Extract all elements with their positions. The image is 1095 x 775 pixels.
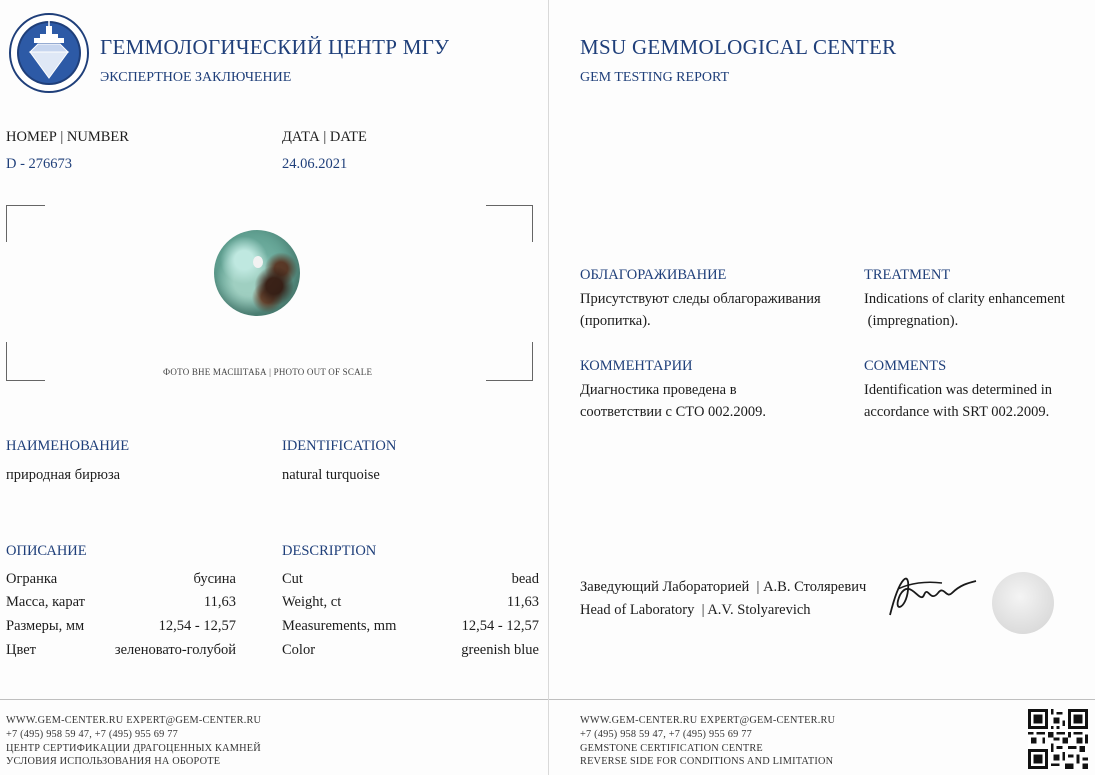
comments-text-ru-1: Диагностика проведена в — [580, 382, 737, 398]
treatment-text-en-1: Indications of clarity enhancement — [864, 291, 1065, 307]
turquoise-bead-photo — [214, 230, 300, 316]
handwritten-signature — [880, 565, 980, 627]
footer-centre-name: GEMSTONE CERTIFICATION CENTRE — [580, 742, 763, 754]
number-value: D - 276673 — [6, 156, 73, 172]
title-ru: ГЕММОЛОГИЧЕСКИЙ ЦЕНТР МГУ — [100, 35, 450, 59]
comments-label-ru: КОММЕНТАРИИ — [580, 358, 693, 374]
date-label: ДАТА | DATE — [282, 129, 367, 145]
row-key: Размеры, мм — [6, 618, 85, 634]
row-key: Color — [282, 642, 316, 658]
description-row-weight-ru — [6, 594, 236, 611]
description-row-cut-en — [282, 571, 539, 588]
row-value: зеленовато-голубой — [114, 642, 236, 658]
row-value: бусина — [193, 571, 236, 587]
footer-conditions: УСЛОВИЯ ИСПОЛЬЗОВАНИЯ НА ОБОРОТЕ — [6, 756, 221, 768]
identification-label-en: IDENTIFICATION — [282, 438, 397, 454]
comments-text-en-1: Identification was determined in — [864, 382, 1053, 398]
head-of-lab-ru: Заведующий Лабораторией | А.В. Столяревич — [580, 579, 867, 595]
footer-website: WWW.GEM-CENTER.RU EXPERT@GEM-CENTER.RU — [580, 715, 836, 726]
identification-value-en: natural turquoise — [282, 467, 380, 483]
frame-corner-tr — [486, 205, 533, 242]
identification-label-ru: НАИМЕНОВАНИЕ — [6, 438, 130, 454]
subtitle-en: GEM TESTING REPORT — [580, 70, 730, 85]
row-value: greenish blue — [461, 642, 539, 658]
description-row-size-ru — [6, 618, 236, 635]
comments-text-en-2: accordance with SRT 002.2009. — [864, 404, 1050, 420]
footer-website: WWW.GEM-CENTER.RU EXPERT@GEM-CENTER.RU — [6, 715, 262, 726]
footer-right — [580, 714, 835, 769]
row-key: Цвет — [6, 642, 37, 658]
treatment-label-ru: ОБЛАГОРАЖИВАНИЕ — [580, 267, 727, 283]
description-row-color-en — [282, 642, 539, 659]
row-value: 11,63 — [506, 594, 539, 610]
footer-conditions: REVERSE SIDE FOR CONDITIONS AND LIMITATION — [580, 756, 834, 768]
bead-drill-hole — [253, 256, 263, 268]
description-row-color-ru — [6, 642, 236, 659]
row-key: Масса, карат — [6, 594, 85, 610]
footer-phones: +7 (495) 958 59 47, +7 (495) 955 69 77 — [580, 728, 752, 740]
footer-divider-left — [0, 699, 548, 700]
footer-phones: +7 (495) 958 59 47, +7 (495) 955 69 77 — [6, 728, 178, 740]
row-key: Огранка — [6, 571, 58, 587]
comments-label-en: COMMENTS — [864, 358, 947, 374]
number-label: НОМЕР | NUMBER — [6, 129, 129, 145]
photo-caption: ФОТО ВНЕ МАСШТАБА | PHOTO OUT OF SCALE — [163, 367, 373, 377]
identification-value-ru: природная бирюза — [6, 467, 121, 483]
row-key: Weight, ct — [282, 594, 342, 610]
treatment-text-ru-2: (пропитка). — [580, 313, 651, 329]
row-value: 12,54 - 12,57 — [461, 618, 539, 634]
comments-text-ru-2: соответствии с СТО 002.2009. — [580, 404, 767, 420]
title-en: MSU GEMMOLOGICAL CENTER — [580, 35, 897, 59]
msu-emblem-icon — [8, 12, 90, 94]
subtitle-ru: ЭКСПЕРТНОЕ ЗАКЛЮЧЕНИЕ — [100, 70, 292, 85]
row-key: Measurements, mm — [282, 618, 397, 634]
page-fold — [548, 0, 549, 775]
description-row-cut-ru — [6, 571, 236, 588]
qr-code-icon — [1028, 709, 1088, 769]
footer-centre-name: ЦЕНТР СЕРТИФИКАЦИИ ДРАГОЦЕННЫХ КАМНЕЙ — [6, 742, 261, 754]
footer-divider-right — [549, 699, 1095, 700]
treatment-text-ru-1: Присутствуют следы облагораживания — [580, 291, 821, 307]
description-label-en: DESCRIPTION — [282, 543, 377, 559]
row-value: 12,54 - 12,57 — [158, 618, 236, 634]
treatment-text-en-2: (impregnation). — [864, 313, 959, 329]
embossed-seal — [992, 572, 1054, 634]
row-value: bead — [511, 571, 539, 587]
description-row-weight-en — [282, 594, 539, 611]
head-of-lab-en: Head of Laboratory | A.V. Stolyarevich — [580, 602, 811, 618]
row-key: Cut — [282, 571, 303, 587]
frame-corner-tl — [6, 205, 45, 242]
description-row-size-en — [282, 618, 539, 635]
frame-corner-bl — [6, 342, 45, 381]
frame-corner-br — [486, 342, 533, 381]
description-label-ru: ОПИСАНИЕ — [6, 543, 87, 559]
date-value: 24.06.2021 — [282, 156, 348, 172]
footer-left — [6, 714, 261, 769]
row-value: 11,63 — [203, 594, 236, 610]
treatment-label-en: TREATMENT — [864, 267, 951, 283]
